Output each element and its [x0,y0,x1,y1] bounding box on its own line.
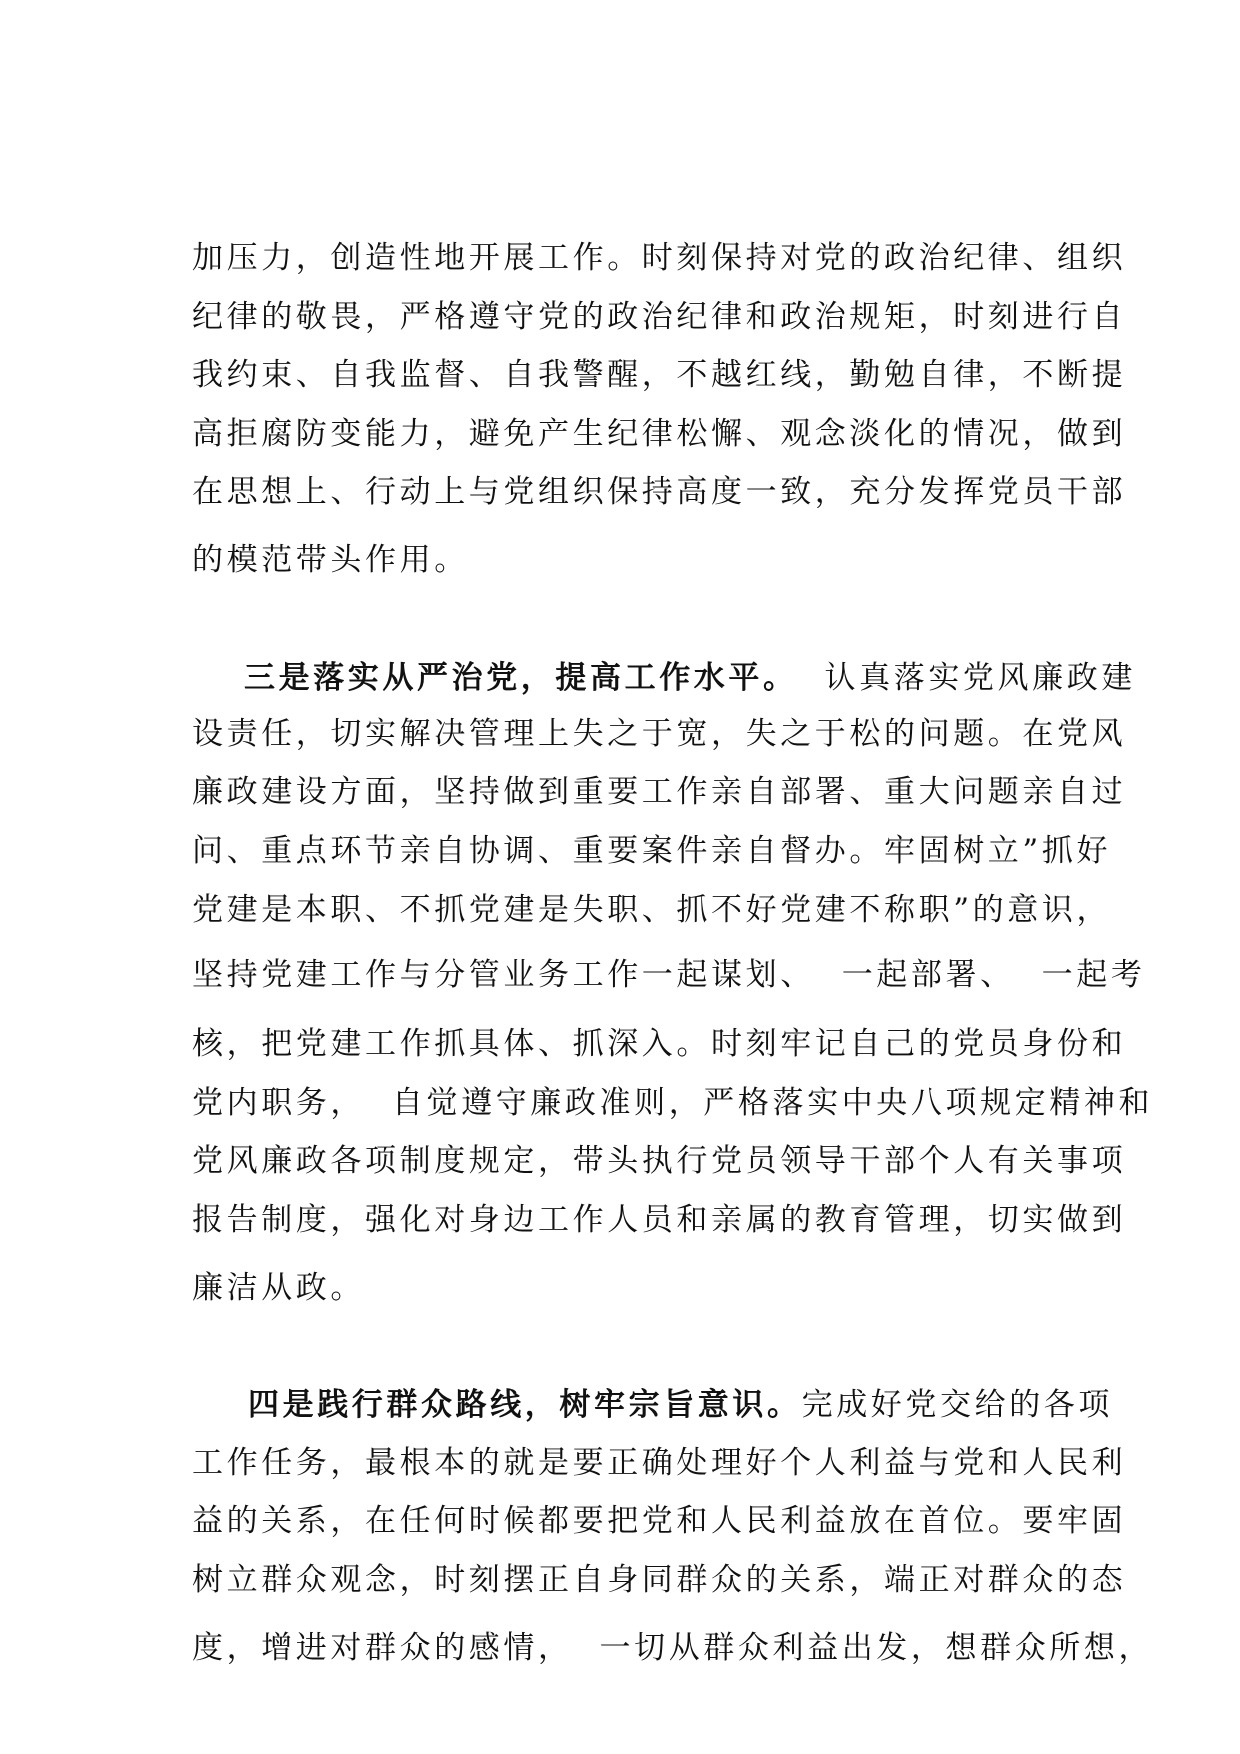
paragraph-1-line-6: 的模范带头作用。 [192,542,469,578]
paragraph-2-line-2: 设责任，切实解决管理上失之于宽，失之于松的问题。在党风 [192,716,1127,752]
paragraph-3-first-line-rest: 完成好党交给的各项 [801,1387,1114,1423]
paragraph-2-lead: 三是落实从严治党，提高工作水平。 [244,660,798,696]
paragraph-2-line-3: 廉政建设方面，坚持做到重要工作亲自部署、重大问题亲自过 [192,774,1127,810]
paragraph-1-line-5: 在思想上、行动上与党组织保持高度一致，充分发挥党员干部 [192,474,1127,510]
paragraph-2-line-6: 坚持党建工作与分管业务工作一起谋划、 一起部署、 一起考 [192,957,1146,993]
paragraph-1-line-3: 我约束、自我监督、自我警醒，不越红线，勤勉自律，不断提 [192,357,1127,393]
paragraph-2-line-8: 党内职务， 自觉遵守廉政准则，严格落实中央八项规定精神和 [192,1085,1154,1121]
paragraph-1-line-1: 加压力，创造性地开展工作。时刻保持对党的政治纪律、组织 [192,240,1127,276]
paragraph-3-line-4: 树立群众观念，时刻摆正自身同群众的关系，端正对群众的态 [192,1562,1127,1598]
paragraph-3-first-line [248,1385,1113,1425]
paragraph-3-line-5: 度，增进对群众的感情， 一切从群众利益出发，想群众所想， [192,1630,1154,1666]
paragraph-2-line-9: 党风廉政各项制度规定，带头执行党员领导干部个人有关事项 [192,1143,1127,1179]
paragraph-2-line-11: 廉洁从政。 [192,1270,365,1306]
paragraph-2-line-4: 问、重点环节亲自协调、重要案件亲自督办。牢固树立”抓好 [192,833,1112,869]
paragraph-1-line-2: 纪律的敬畏，严格遵守党的政治纪律和政治规矩，时刻进行自 [192,299,1127,335]
paragraph-3-line-3: 益的关系，在任何时候都要把党和人民利益放在首位。要牢固 [192,1503,1127,1539]
paragraph-2-line-5: 党建是本职、不抓党建是失职、抓不好党建不称职”的意识， [192,892,1112,928]
paragraph-2-line-7: 核，把党建工作抓具体、抓深入。时刻牢记自己的党员身份和 [192,1026,1127,1062]
paragraph-2-first-line [244,658,1136,698]
paragraph-2-line-10: 报告制度，强化对身边工作人员和亲属的教育管理，切实做到 [192,1202,1127,1238]
paragraph-3-line-2: 工作任务，最根本的就是要正确处理好个人利益与党和人民利 [192,1445,1127,1481]
paragraph-2-first-line-rest: 认真落实党风廉政建 [797,660,1136,696]
paragraph-1-line-4: 高拒腐防变能力，避免产生纪律松懈、观念淡化的情况，做到 [192,416,1127,452]
paragraph-3-lead: 四是践行群众路线，树牢宗旨意识。 [248,1387,802,1423]
